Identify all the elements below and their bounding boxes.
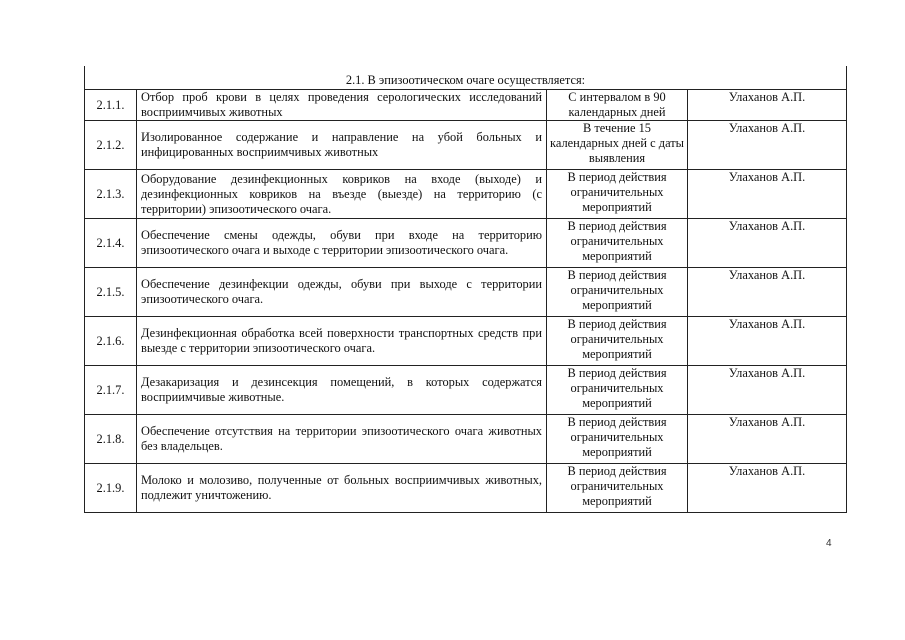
item-number: 2.1.8. — [85, 415, 137, 464]
item-description: Дезинфекционная обработка всей поверхности транспортных средств при выезде с территории эпизоотического очага. — [137, 317, 547, 366]
item-responsible: Улаханов А.П. — [688, 464, 847, 513]
item-responsible: Улаханов А.П. — [688, 219, 847, 268]
item-responsible: Улаханов А.П. — [688, 366, 847, 415]
item-responsible: Улаханов А.П. — [688, 121, 847, 170]
item-number: 2.1.5. — [85, 268, 137, 317]
table-row — [85, 90, 847, 121]
item-responsible: Улаханов А.П. — [688, 90, 847, 121]
table-row — [85, 170, 847, 219]
item-description: Изолированное содержание и направление на убой больных и инфицированных восприимчивых животных — [137, 121, 547, 170]
item-number: 2.1.1. — [85, 90, 137, 121]
item-description: Обеспечение смены одежды, обуви при входе на территорию эпизоотического очага и выходе с территории эпизоотического очага. — [137, 219, 547, 268]
table-row — [85, 121, 847, 170]
table-row — [85, 366, 847, 415]
item-period: В период действия ограничительных мероприятий — [547, 268, 688, 317]
section-title: 2.1. В эпизоотическом очаге осуществляется: — [85, 66, 847, 90]
table-row — [85, 464, 847, 513]
item-responsible: Улаханов А.П. — [688, 415, 847, 464]
item-description: Обеспечение дезинфекции одежды, обуви при выходе с территории эпизоотического очага. — [137, 268, 547, 317]
table-row — [85, 219, 847, 268]
item-number: 2.1.9. — [85, 464, 137, 513]
table-row — [85, 317, 847, 366]
item-description: Обеспечение отсутствия на территории эпизоотического очага животных без владельцев. — [137, 415, 547, 464]
table-row — [85, 415, 847, 464]
item-number: 2.1.2. — [85, 121, 137, 170]
item-number: 2.1.6. — [85, 317, 137, 366]
item-description: Молоко и молозиво, полученные от больных восприимчивых животных, подлежит уничтожению. — [137, 464, 547, 513]
measures-table — [84, 66, 847, 513]
item-number: 2.1.7. — [85, 366, 137, 415]
item-responsible: Улаханов А.П. — [688, 268, 847, 317]
item-period: С интервалом в 90 календарных дней — [547, 90, 688, 121]
item-number: 2.1.4. — [85, 219, 137, 268]
item-period: В период действия ограничительных мероприятий — [547, 415, 688, 464]
item-description: Оборудование дезинфекционных ковриков на входе (выходе) и дезинфекционных ковриков на въезде (выезде) на территорию (с территории) эпизоотического очага. — [137, 170, 547, 219]
item-period: В период действия ограничительных мероприятий — [547, 170, 688, 219]
item-responsible: Улаханов А.П. — [688, 317, 847, 366]
item-period: В период действия ограничительных мероприятий — [547, 366, 688, 415]
item-period: В период действия ограничительных мероприятий — [547, 317, 688, 366]
item-period: В период действия ограничительных мероприятий — [547, 464, 688, 513]
table-row — [85, 268, 847, 317]
item-period: В течение 15 календарных дней с даты выявления — [547, 121, 688, 170]
page-number: 4 — [826, 538, 832, 549]
item-description: Дезакаризация и дезинсекция помещений, в которых содержатся восприимчивые животные. — [137, 366, 547, 415]
item-number: 2.1.3. — [85, 170, 137, 219]
item-description: Отбор проб крови в целях проведения серологических исследований восприимчивых животных — [137, 90, 547, 121]
item-responsible: Улаханов А.П. — [688, 170, 847, 219]
section-header-row — [85, 66, 847, 90]
item-period: В период действия ограничительных мероприятий — [547, 219, 688, 268]
